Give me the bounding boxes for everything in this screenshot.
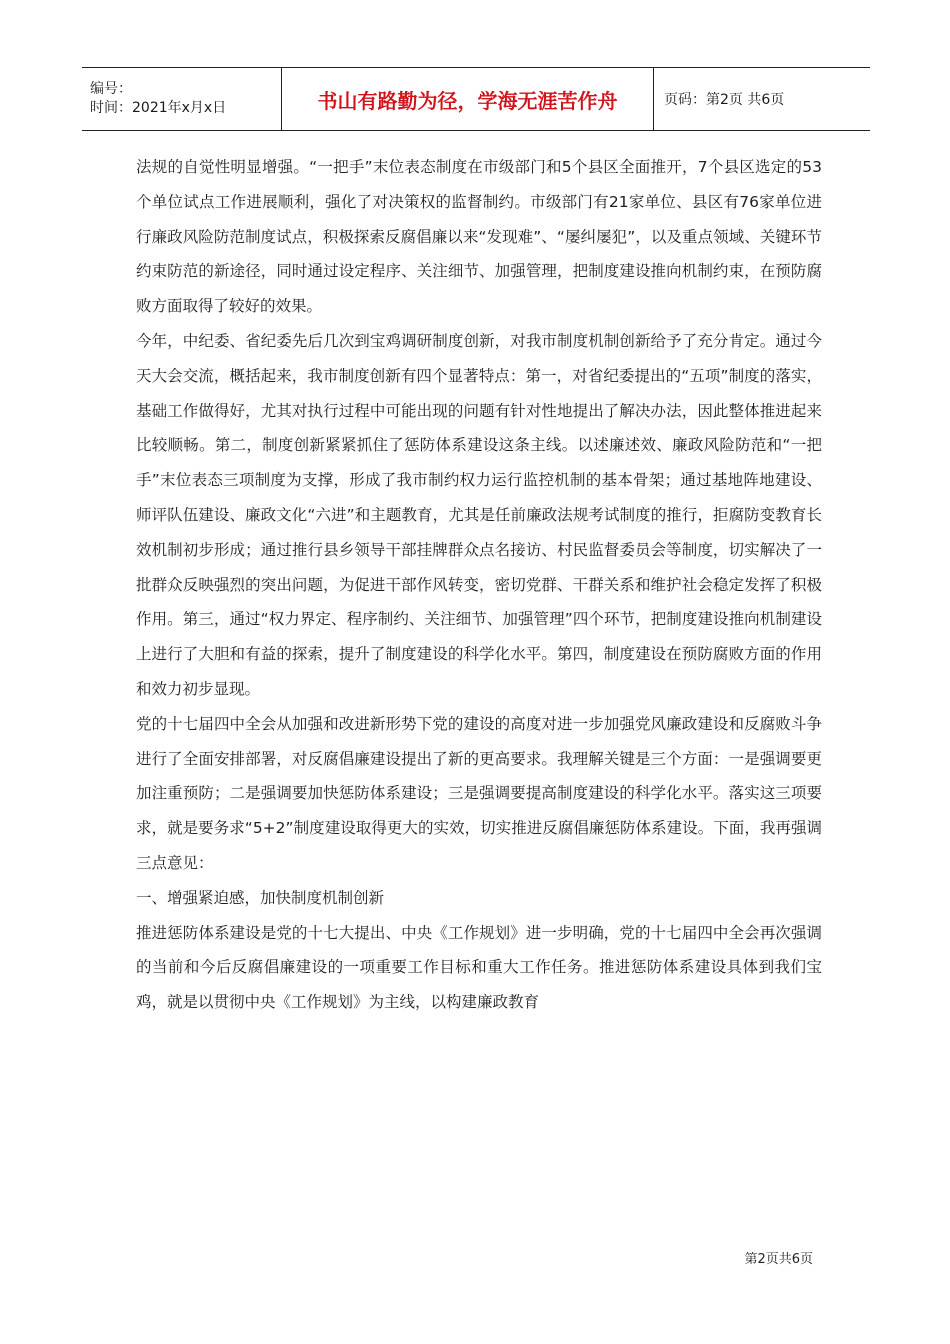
page-footer	[744, 1248, 813, 1267]
number-label: 编号：	[90, 81, 132, 97]
document-body	[136, 150, 822, 1020]
time-label: 时间：2021年x月x日	[90, 100, 227, 116]
header-motto	[282, 68, 654, 130]
paragraph: 今年，中纪委、省纪委先后几次到宝鸡调研制度创新，对我市制度机制创新给予了充分肯定。通过今天大会交流，概括起来，我市制度创新有四个显著特点：第一，对省纪委提出的“五项”制度的落实，基础工作做得好，尤其对执行过程中可能出现的问题有针对性地提出了解决办法，因此整体推进起来比较顺畅。第二，制度创新紧紧抓住了惩防体系建设这条主线。以述廉述效、廉政风险防范和“一把手”末位表态三项制度为支撑，形成了我市制约权力运行监控机制的基本骨架；通过基地阵地建设、师评队伍建设、廉政文化“六进”和主题教育，尤其是任前廉政法规考试制度的推行，拒腐防变教育长效机制初步形成；通过推行县乡领导干部挂牌群众点名接访、村民监督委员会等制度，切实解决了一批群众反映强烈的突出问题，为促进干部作风转变，密切党群、干群关系和维护社会稳定发挥了积极作用。第三，通过“权力界定、程序制约、关注细节、加强管理”四个环节，把制度建设推向机制建设上进行了大胆和有益的探索，提升了制度建设的科学化水平。第四，制度建设在预防腐败方面的作用和效力初步显现。	[136, 331, 822, 698]
document-header	[82, 67, 870, 131]
paragraph: 法规的自觉性明显增强。“一把手”末位表态制度在市级部门和5个县区全面推开，7个县区选定的53个单位试点工作进展顺利，强化了对决策权的监督制约。市级部门有21家单位、县区有76家单位进行廉政风险防范制度试点，积极探索反腐倡廉以来“发现难”、“屡纠屡犯”，以及重点领域、关键环节约束防范的新途径，同时通过设定程序、关注细节、加强管理，把制度建设推向机制约束，在预防腐败方面取得了较好的效果。	[136, 158, 822, 316]
footer-page-label: 第2页共6页	[744, 1252, 813, 1267]
section-heading: 一、增强紧迫感，加快制度机制创新	[136, 888, 385, 907]
page-info-text: 页码：第2页 共6页	[664, 92, 785, 108]
paragraph: 党的十七届四中全会从加强和改进新形势下党的建设的高度对进一步加强党风廉政建设和反腐败斗争进行了全面安排部署，对反腐倡廉建设提出了新的更高要求。我理解关键是三个方面：一是强调要更加注重预防；二是强调要加快惩防体系建设；三是强调要提高制度建设的科学化水平。落实这三项要求，就是要务求“5+2”制度建设取得更大的实效，切实推进反腐倡廉惩防体系建设。下面，我再强调三点意见：	[136, 714, 822, 872]
motto-text: 书山有路勤为径，学海无涯苦作舟	[317, 88, 618, 113]
header-meta	[82, 68, 282, 130]
paragraph: 推进惩防体系建设是党的十七大提出、中央《工作规划》进一步明确，党的十七届四中全会再次强调的当前和今后反腐倡廉建设的一项重要工作目标和重大工作任务。推进惩防体系建设具体到我们宝鸡，就是以贯彻中央《工作规划》为主线，以构建廉政教育	[136, 923, 822, 1012]
header-page-info	[654, 68, 870, 130]
